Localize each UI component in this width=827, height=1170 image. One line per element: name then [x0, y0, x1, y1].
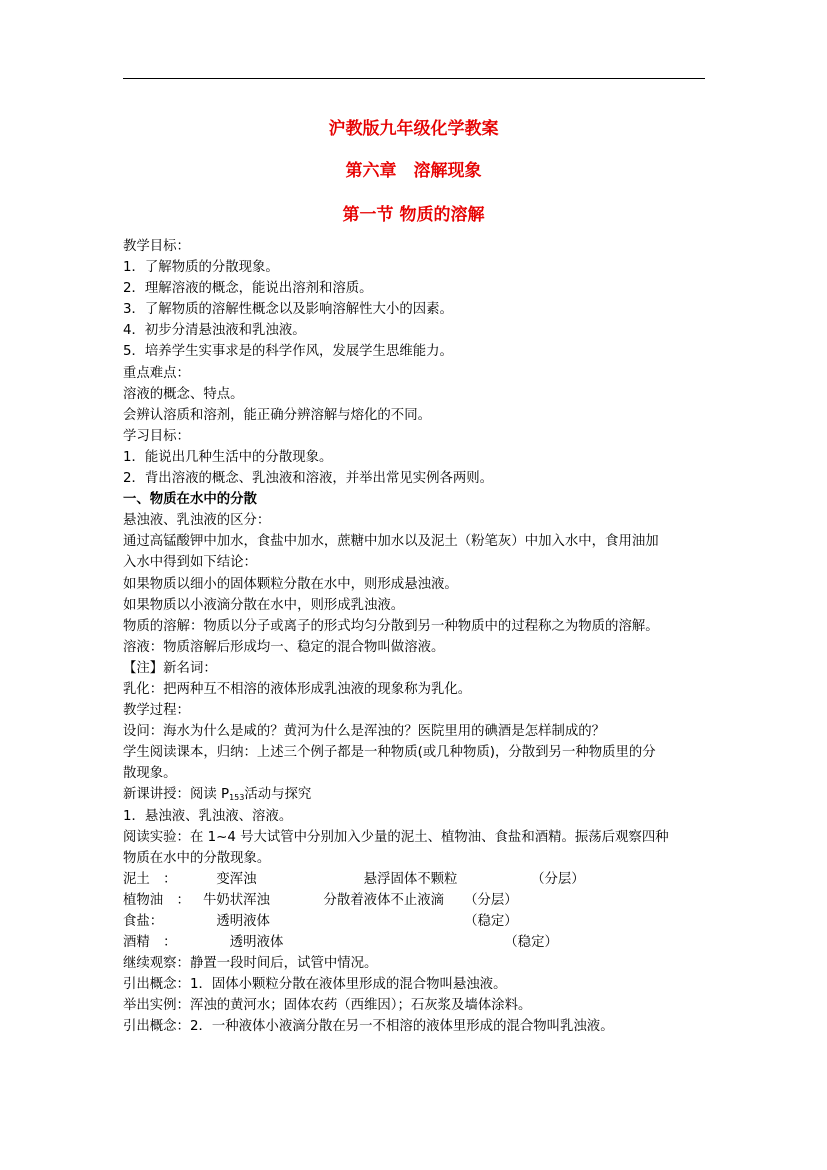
teaching-goals-heading: 教学目标： — [123, 239, 190, 254]
document-title: 沪教版九年级化学教案 — [328, 119, 499, 139]
observation-text: 变浑浊 悬浮固体不颗粒 （分层） — [203, 871, 585, 887]
paragraph-line: 入水中得到如下结论： — [123, 555, 257, 571]
paragraph-line: 引出概念：1．固体小颗粒分散在液体里形成的混合物叫悬浊液。 — [123, 977, 507, 993]
observation-row — [123, 890, 713, 911]
chapter-title: 第六章 溶解现象 — [345, 161, 482, 181]
paragraph-line: 通过高锰酸钾中加水，食盐中加水，蔗糖中加水以及泥土（粉笔灰）中加入水中，食用油加 — [123, 534, 659, 550]
paragraph-line: 散现象。 — [123, 766, 177, 782]
section-title: 第一节 物质的溶解 — [342, 205, 485, 225]
document-body — [123, 236, 713, 1038]
paragraph-line: 教学过程： — [123, 703, 190, 719]
paragraph-line: 阅读实验：在 1~4 号大试管中分别加入少量的泥土、植物油、食盐和酒精。振荡后观察四种 — [123, 829, 669, 845]
observation-text: 透明液体 （稳定） — [203, 935, 558, 951]
part1-heading: 一、物质在水中的分散 — [123, 492, 257, 508]
learning-goal-item: 2．背出溶液的概念、乳浊液和溶液，并举出常见实例各两则。 — [123, 471, 494, 487]
paragraph-line: 如果物质以细小的固体颗粒分散在水中，则形成悬浊液。 — [123, 576, 458, 592]
paragraph-line: 1．悬浊液、乳浊液、溶液。 — [123, 808, 293, 824]
observation-text: 牛奶状浑浊 分散着液体不止液滴 （分层） — [203, 892, 518, 908]
text-run: 活动与探究 — [244, 787, 312, 803]
paragraph-line: 物质在水中的分散现象。 — [123, 850, 271, 866]
key-point-item: 溶液的概念、特点。 — [123, 386, 244, 402]
paragraph-line: 举出实例：浑浊的黄河水；固体农药（西维因）；石灰浆及墙体涂料。 — [123, 998, 532, 1014]
paragraph-line: 物质的溶解：物质以分子或离子的形式均匀分散到另一种物质中的过程称之为物质的溶解。 — [123, 618, 659, 634]
paragraph-line: 悬浊液、乳浊液的区分： — [123, 513, 271, 529]
paragraph-line: 设问：海水为什么是咸的？黄河为什么是浑浊的？医院里用的碘酒是怎样制成的？ — [123, 724, 606, 740]
teaching-goal-item: 5．培养学生实事求是的科学作风，发展学生思维能力。 — [123, 344, 453, 360]
key-point-item: 会辨认溶质和溶剂，能正确分辨溶解与熔化的不同。 — [123, 407, 431, 423]
paragraph-line — [123, 784, 713, 805]
teaching-goal-item: 4．初步分清悬浊液和乳浊液。 — [123, 323, 306, 339]
teaching-goal-item: 2．理解溶液的概念，能说出溶剂和溶质。 — [123, 281, 373, 297]
observation-text: 透明液体 （稳定） — [203, 914, 518, 929]
paragraph-line: 继续观察：静置一段时间后，试管中情况。 — [123, 956, 378, 972]
header-rule — [123, 78, 705, 79]
paragraph-line: 溶液：物质溶解后形成均一、稳定的混合物叫做溶液。 — [123, 639, 445, 655]
teaching-goal-item: 3．了解物质的溶解性概念以及影响溶解性大小的因素。 — [123, 302, 453, 318]
paragraph-line: 如果物质以小液滴分散在水中，则形成乳浊液。 — [123, 597, 405, 613]
learning-goal-item: 1．能说出几种生活中的分散现象。 — [123, 449, 333, 465]
paragraph-line: 引出概念：2．一种液体小液滴分散在另一不相溶的液体里形成的混合物叫乳浊液。 — [123, 1019, 614, 1035]
substance-name: 泥土 ： — [123, 871, 177, 887]
page-subscript: 153 — [229, 793, 245, 803]
learning-goals-heading: 学习目标： — [123, 428, 190, 444]
substance-name: 酒精 ： — [123, 935, 177, 951]
teaching-goal-item: 1．了解物质的分散现象。 — [123, 260, 279, 276]
observation-row — [123, 932, 713, 953]
paragraph-line: 乳化：把两种互不相溶的液体形成乳浊液的现象称为乳化。 — [123, 681, 472, 697]
paragraph-line: 学生阅读课本，归纳：上述三个例子都是一种物质(或几种物质)，分散到另一种物质里的分 — [123, 745, 656, 761]
observation-row — [123, 911, 713, 932]
observation-row — [123, 869, 713, 890]
note-heading: 【注】新名词： — [123, 660, 217, 676]
key-points-heading: 重点难点： — [123, 365, 190, 381]
substance-name: 食盐： — [123, 914, 164, 929]
substance-name: 植物油 ： — [123, 892, 190, 908]
text-run: 新课讲授：阅读 P — [123, 787, 230, 803]
